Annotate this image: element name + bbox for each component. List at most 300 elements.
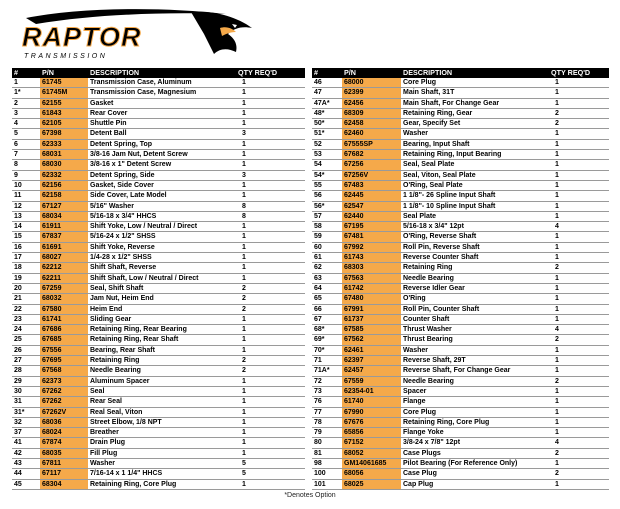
part-number: 67127 [40, 201, 88, 211]
table-row [12, 119, 305, 129]
table-row [12, 448, 305, 458]
table-row [312, 160, 609, 170]
part-number-index: 101 [312, 479, 342, 489]
quantity-required: 1 [236, 263, 305, 273]
table-row [12, 201, 305, 211]
part-number-index: 26 [12, 345, 40, 355]
quantity-required: 1 [549, 283, 609, 293]
col-pn-header: P/N [40, 68, 88, 78]
quantity-required: 2 [549, 263, 609, 273]
part-description: Retaining Ring, Rear Bearing [88, 325, 236, 335]
part-number-index: 58 [312, 222, 342, 232]
part-description: O'Ring, Seal Plate [401, 180, 549, 190]
part-number-index: 8 [12, 160, 40, 170]
table-row [312, 428, 609, 438]
part-number-index: 20 [12, 283, 40, 293]
col-desc-header: DESCRIPTION [88, 68, 236, 78]
part-description: 7/16-14 x 1 1/4" HHCS [88, 469, 236, 479]
part-description: 5/16-18 x 3/4" 12pt [401, 222, 549, 232]
part-number: 62547 [342, 201, 401, 211]
part-number-index: 37 [12, 428, 40, 438]
quantity-required: 1 [549, 366, 609, 376]
part-number: 67563 [342, 273, 401, 283]
part-description: Aluminum Spacer [88, 376, 236, 386]
table-row [12, 304, 305, 314]
part-description: Seal [88, 386, 236, 396]
table-row [12, 129, 305, 139]
table-row [312, 263, 609, 273]
part-description: Reverse Shaft, For Change Gear [401, 366, 549, 376]
quantity-required: 1 [236, 98, 305, 108]
part-number-index: 63 [312, 273, 342, 283]
table-row [312, 314, 609, 324]
col-qty-header: QTY REQ'D [236, 68, 305, 78]
table-row [312, 88, 609, 98]
part-number: 68303 [342, 263, 401, 273]
part-number-index: 47 [312, 88, 342, 98]
part-number-index: 10 [12, 180, 40, 190]
part-number-index: 41 [12, 438, 40, 448]
part-number-index: 3 [12, 108, 40, 118]
part-description: 5/16-18 x 3/4" HHCS [88, 211, 236, 221]
part-number-index: 22 [12, 304, 40, 314]
part-number-index: 57 [312, 211, 342, 221]
part-number-index: 47A* [312, 98, 342, 108]
part-number: 67682 [342, 150, 401, 160]
part-number: 68000 [342, 78, 401, 88]
part-number-index: 67 [312, 314, 342, 324]
part-number: 67990 [342, 407, 401, 417]
part-number: 62397 [342, 356, 401, 366]
table-row [12, 78, 305, 88]
table-row [12, 397, 305, 407]
part-number: 61742 [342, 283, 401, 293]
part-description: Reverse Shaft, 29T [401, 356, 549, 366]
parts-table-left [12, 68, 305, 490]
part-number-index: 78 [312, 417, 342, 427]
part-description: Seal, Seal Plate [401, 160, 549, 170]
table-row [312, 397, 609, 407]
part-number: 67686 [40, 325, 88, 335]
part-number: 68304 [40, 479, 88, 489]
quantity-required: 1 [236, 273, 305, 283]
part-number-index: 25 [12, 335, 40, 345]
part-number: 62440 [342, 211, 401, 221]
table-row [312, 304, 609, 314]
quantity-required: 1 [236, 222, 305, 232]
part-description: Retaining Ring, Core Plug [401, 417, 549, 427]
part-description: Reverse Counter Shaft [401, 253, 549, 263]
part-number-index: 66 [312, 304, 342, 314]
quantity-required: 1 [236, 191, 305, 201]
quantity-required: 1 [236, 448, 305, 458]
part-number-index: 16 [12, 242, 40, 252]
table-row [312, 417, 609, 427]
quantity-required: 1 [549, 345, 609, 355]
part-number: 68024 [40, 428, 88, 438]
part-number: 67676 [342, 417, 401, 427]
part-number-index: 19 [12, 273, 40, 283]
table-row [12, 428, 305, 438]
part-number-index: 45 [12, 479, 40, 489]
part-number: 67262 [40, 397, 88, 407]
col-num-header: # [12, 68, 40, 78]
table-row [312, 366, 609, 376]
table-row [312, 191, 609, 201]
part-number-index: 23 [12, 314, 40, 324]
part-number: 62333 [40, 139, 88, 149]
part-number-index: 31 [12, 397, 40, 407]
part-description: Bearing, Rear Shaft [88, 345, 236, 355]
part-number: 67559 [342, 376, 401, 386]
part-description: Heim End [88, 304, 236, 314]
quantity-required: 1 [236, 407, 305, 417]
part-description: Shift Yoke, Reverse [88, 242, 236, 252]
quantity-required: 3 [236, 129, 305, 139]
part-description: Main Shaft, For Change Gear [401, 98, 549, 108]
part-description: Washer [401, 345, 549, 355]
part-description: Shift Yoke, Low / Neutral / Direct [88, 222, 236, 232]
part-number-index: 80 [312, 438, 342, 448]
quantity-required: 1 [549, 78, 609, 88]
brand-name: RAPTOR [22, 22, 142, 52]
part-number-index: 69* [312, 335, 342, 345]
quantity-required: 1 [236, 232, 305, 242]
col-qty-header: QTY REQ'D [549, 68, 609, 78]
part-number-index: 6 [12, 139, 40, 149]
quantity-required: 1 [549, 417, 609, 427]
part-number: 61691 [40, 242, 88, 252]
table-row [312, 98, 609, 108]
part-number: 62461 [342, 345, 401, 355]
quantity-required: 1 [549, 242, 609, 252]
part-number: 67262 [40, 386, 88, 396]
quantity-required: 5 [236, 458, 305, 468]
part-number-index: 14 [12, 222, 40, 232]
part-description: Pilot Bearing (For Reference Only) [401, 458, 549, 468]
table-row [12, 325, 305, 335]
part-number: 62156 [40, 180, 88, 190]
table-row [312, 335, 609, 345]
quantity-required: 2 [236, 283, 305, 293]
quantity-required: 8 [236, 211, 305, 221]
quantity-required: 2 [549, 469, 609, 479]
part-number-index: 54* [312, 170, 342, 180]
table-row [12, 417, 305, 427]
parts-table-right [312, 68, 609, 490]
part-description: Shift Shaft, Low / Neutral / Direct [88, 273, 236, 283]
part-number: 62373 [40, 376, 88, 386]
part-description: Cap Plug [401, 479, 549, 489]
quantity-required: 1 [549, 180, 609, 190]
quantity-required: 1 [549, 139, 609, 149]
part-description: Rear Seal [88, 397, 236, 407]
quantity-required: 2 [236, 304, 305, 314]
part-description: 3/8-24 x 7/8" 12pt [401, 438, 549, 448]
part-number: 62158 [40, 191, 88, 201]
table-row [12, 335, 305, 345]
part-number-index: 11 [12, 191, 40, 201]
part-number-index: 17 [12, 253, 40, 263]
part-description: Case Plug [401, 469, 549, 479]
part-number: 62458 [342, 119, 401, 129]
part-number: 67256 [342, 160, 401, 170]
part-description: Core Plug [401, 407, 549, 417]
quantity-required: 1 [236, 253, 305, 263]
part-number: 68052 [342, 448, 401, 458]
part-description: Roll Pin, Reverse Shaft [401, 242, 549, 252]
table-row [312, 407, 609, 417]
table-row [312, 170, 609, 180]
table-row [312, 201, 609, 211]
part-number-index: 13 [12, 211, 40, 221]
part-number-index: 48* [312, 108, 342, 118]
part-description: Retaining Ring, Input Bearing [401, 150, 549, 160]
table-row [12, 232, 305, 242]
quantity-required: 1 [549, 201, 609, 211]
part-number-index: 5 [12, 129, 40, 139]
part-number-index: 71 [312, 356, 342, 366]
part-number-index: 53 [312, 150, 342, 160]
part-number-index: 43 [12, 458, 40, 468]
quantity-required: 1 [549, 232, 609, 242]
part-number: 68025 [342, 479, 401, 489]
part-number: 67262V [40, 407, 88, 417]
part-number-index: 46 [312, 78, 342, 88]
part-number-index: 71A* [312, 366, 342, 376]
table-row [12, 242, 305, 252]
part-number-index: 55 [312, 180, 342, 190]
part-description: Breather [88, 428, 236, 438]
part-description: Detent Spring, Top [88, 139, 236, 149]
part-number: 62105 [40, 119, 88, 129]
part-description: Main Shaft, 31T [401, 88, 549, 98]
part-number: 67585 [342, 325, 401, 335]
part-number: 68032 [40, 294, 88, 304]
quantity-required: 2 [236, 356, 305, 366]
table-row [12, 479, 305, 489]
part-number-index: 12 [12, 201, 40, 211]
part-description: Seal Plate [401, 211, 549, 221]
quantity-required: 1 [549, 273, 609, 283]
quantity-required: 1 [236, 78, 305, 88]
part-description: Flange Yoke [401, 428, 549, 438]
table-row [312, 448, 609, 458]
part-number: 67398 [40, 129, 88, 139]
table-row [312, 232, 609, 242]
table-row [312, 180, 609, 190]
table-row [12, 273, 305, 283]
part-description: O'Ring [401, 294, 549, 304]
quantity-required: 2 [549, 448, 609, 458]
part-description: Needle Bearing [88, 366, 236, 376]
quantity-required: 2 [236, 366, 305, 376]
part-description: Flange [401, 397, 549, 407]
part-number-index: 2 [12, 98, 40, 108]
part-number: 62332 [40, 170, 88, 180]
part-description: Spacer [401, 386, 549, 396]
table-row [312, 325, 609, 335]
part-number-index: 60 [312, 242, 342, 252]
part-number: 61745 [40, 78, 88, 88]
quantity-required: 2 [236, 294, 305, 304]
part-number: 67259 [40, 283, 88, 293]
part-number-index: 28 [12, 366, 40, 376]
table-row [312, 108, 609, 118]
quantity-required: 1 [236, 345, 305, 355]
col-desc-header: DESCRIPTION [401, 68, 549, 78]
part-description: 5/16" Washer [88, 201, 236, 211]
part-number-index: 65 [312, 294, 342, 304]
part-description: Counter Shaft [401, 314, 549, 324]
part-number: 68056 [342, 469, 401, 479]
part-description: Needle Bearing [401, 376, 549, 386]
table-row [12, 438, 305, 448]
quantity-required: 1 [236, 242, 305, 252]
part-number: 67685 [40, 335, 88, 345]
table-row [12, 407, 305, 417]
table-row [12, 150, 305, 160]
table-row [312, 356, 609, 366]
part-number: 67256V [342, 170, 401, 180]
part-number-index: 100 [312, 469, 342, 479]
part-number-index: 81 [312, 448, 342, 458]
part-number-index: 24 [12, 325, 40, 335]
part-description: Roll Pin, Counter Shaft [401, 304, 549, 314]
table-row [12, 458, 305, 468]
table-row [12, 180, 305, 190]
table-row [12, 222, 305, 232]
part-number: 68309 [342, 108, 401, 118]
part-number-index: 31* [12, 407, 40, 417]
table-row [12, 160, 305, 170]
part-number: 67117 [40, 469, 88, 479]
part-description: Rear Cover [88, 108, 236, 118]
table-row [12, 366, 305, 376]
quantity-required: 1 [236, 180, 305, 190]
table-row [12, 356, 305, 366]
raptor-logo [6, 4, 256, 64]
part-number: 61741 [40, 314, 88, 324]
part-description: Washer [88, 458, 236, 468]
part-number: 68034 [40, 211, 88, 221]
col-num-header: # [312, 68, 342, 78]
part-description: Bearing, Input Shaft [401, 139, 549, 149]
quantity-required: 1 [236, 397, 305, 407]
table-row [312, 283, 609, 293]
quantity-required: 2 [549, 119, 609, 129]
table-row [12, 283, 305, 293]
col-pn-header: P/N [342, 68, 401, 78]
table-row [312, 78, 609, 88]
part-number: 67555SP [342, 139, 401, 149]
quantity-required: 1 [236, 139, 305, 149]
quantity-required: 1 [236, 119, 305, 129]
part-number-index: 54 [312, 160, 342, 170]
part-number-index: 68* [312, 325, 342, 335]
part-number: 67580 [40, 304, 88, 314]
quantity-required: 2 [549, 335, 609, 345]
part-number-index: 7 [12, 150, 40, 160]
part-number: 62212 [40, 263, 88, 273]
part-number: GM14061685 [342, 458, 401, 468]
part-number-index: 62 [312, 263, 342, 273]
quantity-required: 1 [549, 397, 609, 407]
quantity-required: 1 [236, 325, 305, 335]
part-number: 61745M [40, 88, 88, 98]
part-number-index: 1* [12, 88, 40, 98]
part-description: Core Plug [401, 78, 549, 88]
quantity-required: 1 [549, 191, 609, 201]
part-description: Retaining Ring [88, 356, 236, 366]
quantity-required: 1 [236, 386, 305, 396]
part-number-index: 18 [12, 263, 40, 273]
quantity-required: 1 [236, 150, 305, 160]
part-number: 67992 [342, 242, 401, 252]
part-number-index: 1 [12, 78, 40, 88]
table-row [12, 263, 305, 273]
part-number: 67811 [40, 458, 88, 468]
quantity-required: 1 [549, 386, 609, 396]
part-description: Needle Bearing [401, 273, 549, 283]
part-description: Retaining Ring, Gear [401, 108, 549, 118]
quantity-required: 1 [236, 335, 305, 345]
table-header-row [12, 68, 305, 78]
part-number: 62211 [40, 273, 88, 283]
part-description: Gasket, Side Cover [88, 180, 236, 190]
part-number: 67481 [342, 232, 401, 242]
part-description: 1 1/8"- 10 Spline Input Shaft [401, 201, 549, 211]
footnote: *Denotes Option [284, 492, 336, 499]
part-number-index: 42 [12, 448, 40, 458]
part-number: 67568 [40, 366, 88, 376]
quantity-required: 1 [549, 129, 609, 139]
quantity-required: 2 [549, 376, 609, 386]
part-number: 67195 [342, 222, 401, 232]
part-number-index: 52 [312, 139, 342, 149]
part-description: Detent Spring, Side [88, 170, 236, 180]
table-row [312, 376, 609, 386]
part-number-index: 61 [312, 253, 342, 263]
part-description: Thrust Bearing [401, 335, 549, 345]
part-description: Jam Nut, Heim End [88, 294, 236, 304]
brand-sub: TRANSMISSION [24, 53, 108, 60]
part-number-index: 56* [312, 201, 342, 211]
part-description: Gear, Specify Set [401, 119, 549, 129]
part-description: Seal, Viton, Seal Plate [401, 170, 549, 180]
table-row [312, 253, 609, 263]
part-description: Retaining Ring [401, 263, 549, 273]
table-row [312, 438, 609, 448]
table-row [12, 191, 305, 201]
part-number-index: 76 [312, 397, 342, 407]
part-description: Seal, Shift Shaft [88, 283, 236, 293]
table-row [312, 119, 609, 129]
part-number: 62155 [40, 98, 88, 108]
table-row [312, 386, 609, 396]
part-description: Reverse Idler Gear [401, 283, 549, 293]
table-row [312, 211, 609, 221]
part-number-index: 98 [312, 458, 342, 468]
part-number: 67480 [342, 294, 401, 304]
part-number-index: 4 [12, 119, 40, 129]
quantity-required: 1 [549, 150, 609, 160]
part-number: 68035 [40, 448, 88, 458]
quantity-required: 4 [549, 222, 609, 232]
quantity-required: 1 [549, 356, 609, 366]
part-description: Fill Plug [88, 448, 236, 458]
part-number-index: 27 [12, 356, 40, 366]
